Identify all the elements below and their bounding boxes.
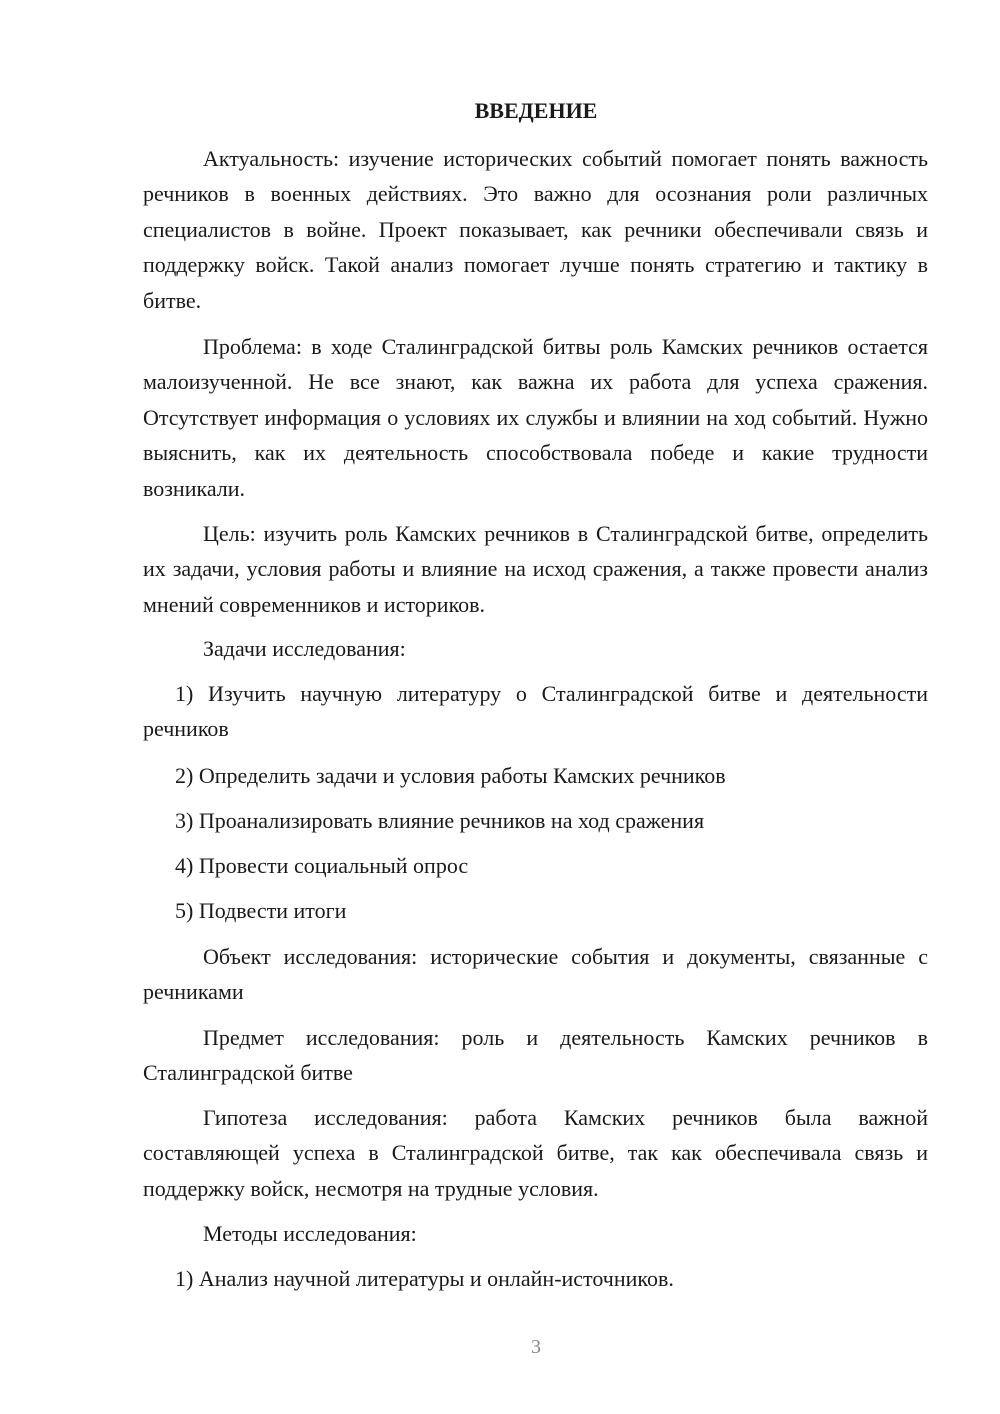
hypothesis-paragraph: Гипотеза исследования: работа Камских речников была важной составляющей успеха в Сталинградской битве, так как обеспечивала связь и поддержку войск, несмотря на трудные условия. (143, 1105, 928, 1201)
goal-paragraph: Цель: изучить роль Камских речников в Сталинградской битве, определить их задачи, условия работы и влияние на исход сражения, а также провести анализ мнений современников и историков. (143, 521, 928, 617)
object-paragraph: Объект исследования: исторические события и документы, связанные с речниками (143, 944, 928, 1005)
method-item-1: 1) Анализ научной литературы и онлайн-источников. (175, 1266, 674, 1291)
problem-paragraph: Проблема: в ходе Сталинградской битвы роль Камских речников остается малоизученной. Не все знают, как важна их работа для успеха сражения. Отсутствует информация о условиях их службы и влиянии на ход событий. Нужно выяснить, как их деятельность способствовала победе и какие трудности возникали. (143, 334, 928, 501)
relevance-paragraph: Актуальность: изучение исторических событий помогает понять важность речников в военных действиях. Это важно для осознания роли различных специалистов в войне. Проект показывает, как речники обеспечивали связь и поддержку войск. Такой анализ помогает лучше понять стратегию и тактику в битве. (143, 146, 928, 313)
tasks-label: Задачи исследования: (203, 636, 406, 661)
methods-label: Методы исследования: (203, 1221, 417, 1246)
task-item-4: 4) Провести социальный опрос (175, 853, 469, 878)
task-item-5: 5) Подвести итоги (175, 898, 347, 923)
page-number: 3 (531, 1336, 541, 1358)
task-item-1: 1) Изучить научную литературу о Сталинградской битве и деятельности речников (143, 681, 928, 742)
subject-paragraph: Предмет исследования: роль и деятельность Камских речников в Сталинградской битве (143, 1025, 928, 1086)
task-item-2: 2) Определить задачи и условия работы Камских речников (175, 763, 726, 788)
section-heading: ВВЕДЕНИЕ (474, 98, 598, 123)
task-item-3: 3) Проанализировать влияние речников на ход сражения (175, 808, 705, 833)
